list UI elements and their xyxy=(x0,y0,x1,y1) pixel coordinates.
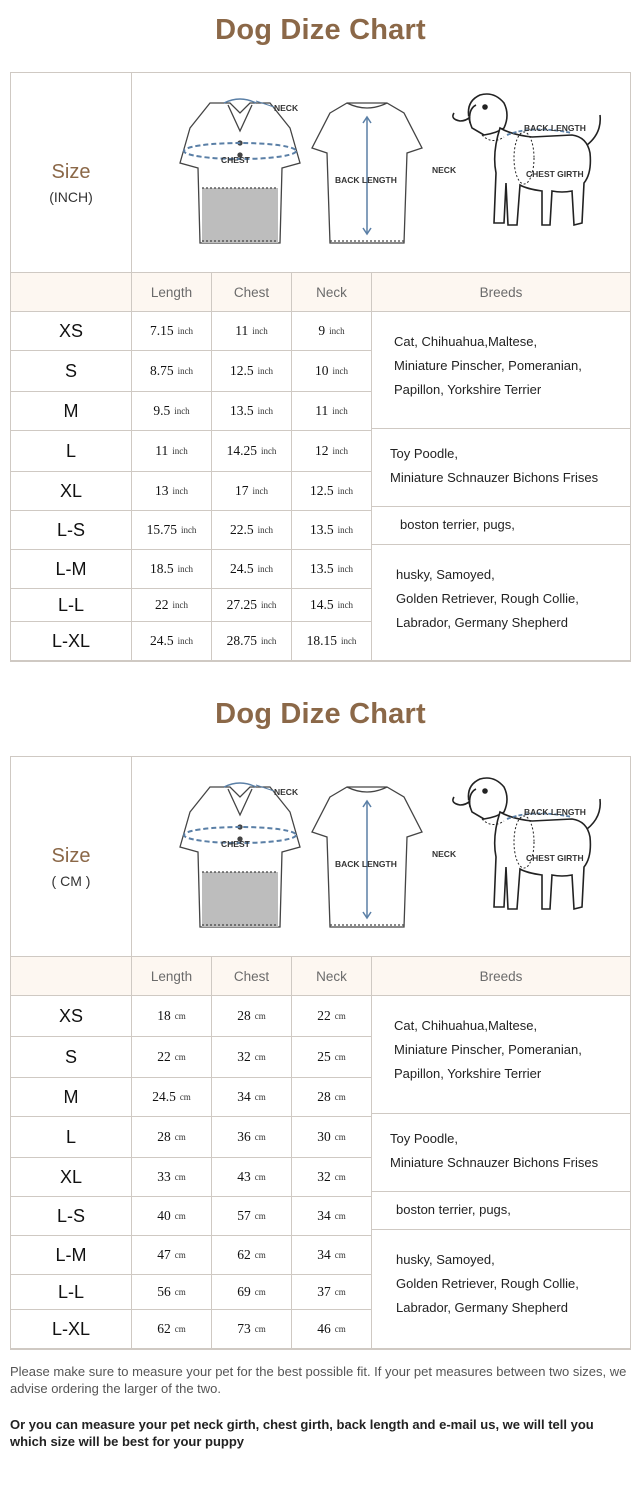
size-label: L-XL xyxy=(11,622,132,660)
size-label: XL xyxy=(11,1158,132,1196)
shirt-and-dog-diagram xyxy=(132,73,630,272)
back-length-label: BACK LENGTH xyxy=(335,859,397,869)
neck-value: 11 inch xyxy=(292,392,372,430)
size-header-cell xyxy=(11,757,132,956)
size-word: Size xyxy=(51,161,91,183)
length-value: 24.5 inch xyxy=(132,622,212,660)
measurement-illustration xyxy=(132,73,630,272)
neck-value: 30 cm xyxy=(292,1117,372,1157)
breed-group-medium: Toy Poodle, Miniature Schnauzer Bichons Frises xyxy=(372,1114,630,1192)
size-word: Size xyxy=(51,845,91,867)
breed-group-large-small: boston terrier, pugs, xyxy=(372,1192,630,1230)
dog-neck-label: NECK xyxy=(432,165,457,175)
length-value: 22 inch xyxy=(132,589,212,621)
dog-neck-label: NECK xyxy=(432,849,457,859)
chest-value: 24.5 inch xyxy=(212,550,292,588)
header-neck: Neck xyxy=(292,957,372,995)
length-value: 47 cm xyxy=(132,1236,212,1274)
neck-value: 28 cm xyxy=(292,1078,372,1116)
chest-value: 69 cm xyxy=(212,1275,292,1309)
shirt-front-icon xyxy=(180,787,300,927)
size-label: S xyxy=(11,1037,132,1077)
size-label: L-XL xyxy=(11,1310,132,1348)
length-value: 11 inch xyxy=(132,431,212,471)
illustration-row xyxy=(11,757,630,957)
dog-back-length-label: BACK LENGTH xyxy=(524,123,586,133)
header-breeds: Breeds xyxy=(479,284,523,300)
back-length-label: BACK LENGTH xyxy=(335,175,397,185)
size-label: XS xyxy=(11,996,132,1036)
length-value: 24.5 cm xyxy=(132,1078,212,1116)
breed-group-small: Cat, Chihuahua,Maltese, Miniature Pinscher, Pomeranian, Papillon, Yorkshire Terrier xyxy=(372,312,630,429)
neck-value: 13.5 inch xyxy=(292,550,372,588)
size-label: L-L xyxy=(11,589,132,621)
neck-value: 37 cm xyxy=(292,1275,372,1309)
size-label: L xyxy=(11,1117,132,1157)
shirt-chest-label: CHEST xyxy=(221,839,250,849)
length-value: 9.5 inch xyxy=(132,392,212,430)
breed-group-large: husky, Samoyed, Golden Retriever, Rough Collie, Labrador, Germany Shepherd xyxy=(372,545,630,655)
breed-group-medium: Toy Poodle, Miniature Schnauzer Bichons Frises xyxy=(372,429,630,507)
chest-value: 12.5 inch xyxy=(212,351,292,391)
neck-value: 46 cm xyxy=(292,1310,372,1348)
chest-value: 17 inch xyxy=(212,472,292,510)
chest-value: 36 cm xyxy=(212,1117,292,1157)
breed-group-small: Cat, Chihuahua,Maltese, Miniature Pinscher, Pomeranian, Papillon, Yorkshire Terrier xyxy=(372,996,630,1114)
length-value: 15.75 inch xyxy=(132,511,212,549)
table-header-row xyxy=(11,273,630,312)
dog-back-length-label: BACK LENGTH xyxy=(524,807,586,817)
chest-value: 11 inch xyxy=(212,312,292,350)
neck-value: 14.5 inch xyxy=(292,589,372,621)
breed-group-large: husky, Samoyed, Golden Retriever, Rough Collie, Labrador, Germany Shepherd xyxy=(372,1230,630,1340)
shirt-front-icon xyxy=(180,103,300,243)
length-value: 28 cm xyxy=(132,1117,212,1157)
size-label: L-S xyxy=(11,511,132,549)
unit-label: ( CM ) xyxy=(51,873,91,889)
table-body xyxy=(11,996,630,1349)
email-note: Or you can measure your pet neck girth, chest girth, back length and e-mail us, we will tell you which size will be best for your puppy xyxy=(10,1417,594,1449)
length-value: 33 cm xyxy=(132,1158,212,1196)
header-breeds: Breeds xyxy=(479,968,523,984)
dog-chest-girth-label: CHEST GIRTH xyxy=(526,853,584,863)
neck-value: 22 cm xyxy=(292,996,372,1036)
header-chest: Chest xyxy=(212,273,292,311)
size-label: L-M xyxy=(11,550,132,588)
length-value: 22 cm xyxy=(132,1037,212,1077)
length-value: 7.15 inch xyxy=(132,312,212,350)
neck-value: 34 cm xyxy=(292,1236,372,1274)
size-label: XS xyxy=(11,312,132,350)
chest-value: 22.5 inch xyxy=(212,511,292,549)
dog-chest-girth-label: CHEST GIRTH xyxy=(526,169,584,179)
chest-value: 57 cm xyxy=(212,1197,292,1235)
neck-value: 13.5 inch xyxy=(292,511,372,549)
length-value: 40 cm xyxy=(132,1197,212,1235)
neck-value: 12.5 inch xyxy=(292,472,372,510)
length-value: 56 cm xyxy=(132,1275,212,1309)
length-value: 13 inch xyxy=(132,472,212,510)
chart-title: Dog Dize Chart xyxy=(215,14,426,46)
size-chart-inch xyxy=(10,72,631,662)
chest-value: 28 cm xyxy=(212,996,292,1036)
neck-value: 25 cm xyxy=(292,1037,372,1077)
chest-value: 73 cm xyxy=(212,1310,292,1348)
length-value: 8.75 inch xyxy=(132,351,212,391)
header-chest: Chest xyxy=(212,957,292,995)
chest-value: 34 cm xyxy=(212,1078,292,1116)
size-label: L-S xyxy=(11,1197,132,1235)
size-label: M xyxy=(11,392,132,430)
size-label: L-M xyxy=(11,1236,132,1274)
size-label: L-L xyxy=(11,1275,132,1309)
chest-value: 28.75 inch xyxy=(212,622,292,660)
shirt-neck-label: NECK xyxy=(274,787,299,797)
unit-label: (INCH) xyxy=(49,189,93,205)
size-label: XL xyxy=(11,472,132,510)
shirt-and-dog-diagram xyxy=(132,757,630,956)
length-value: 18 cm xyxy=(132,996,212,1036)
chest-value: 14.25 inch xyxy=(212,431,292,471)
chest-value: 13.5 inch xyxy=(212,392,292,430)
fit-note: Please make sure to measure your pet for the best possible fit. If your pet measures between two sizes, we advise ordering the larger of the two. xyxy=(10,1364,627,1396)
length-value: 18.5 inch xyxy=(132,550,212,588)
neck-value: 12 inch xyxy=(292,431,372,471)
dog-icon xyxy=(453,94,600,225)
header-empty-cell xyxy=(11,957,132,995)
neck-value: 18.15 inch xyxy=(292,622,372,660)
header-length: Length xyxy=(132,957,212,995)
shirt-neck-label: NECK xyxy=(274,103,299,113)
size-label: S xyxy=(11,351,132,391)
table-body xyxy=(11,312,630,661)
header-neck: Neck xyxy=(292,273,372,311)
chest-value: 32 cm xyxy=(212,1037,292,1077)
neck-value: 34 cm xyxy=(292,1197,372,1235)
dog-icon xyxy=(453,778,600,909)
neck-value: 10 inch xyxy=(292,351,372,391)
breed-group-large-small: boston terrier, pugs, xyxy=(372,507,630,545)
shirt-chest-label: CHEST xyxy=(221,155,250,165)
table-header-row xyxy=(11,957,630,996)
header-empty-cell xyxy=(11,273,132,311)
size-chart-cm xyxy=(10,756,631,1350)
size-label: M xyxy=(11,1078,132,1116)
length-value: 62 cm xyxy=(132,1310,212,1348)
chest-value: 27.25 inch xyxy=(212,589,292,621)
measurement-illustration xyxy=(132,757,630,956)
neck-value: 9 inch xyxy=(292,312,372,350)
illustration-row xyxy=(11,73,630,273)
chest-value: 62 cm xyxy=(212,1236,292,1274)
chest-value: 43 cm xyxy=(212,1158,292,1196)
size-label: L xyxy=(11,431,132,471)
neck-value: 32 cm xyxy=(292,1158,372,1196)
size-header-cell xyxy=(11,73,132,272)
chart-title: Dog Dize Chart xyxy=(215,698,426,730)
header-length: Length xyxy=(132,273,212,311)
